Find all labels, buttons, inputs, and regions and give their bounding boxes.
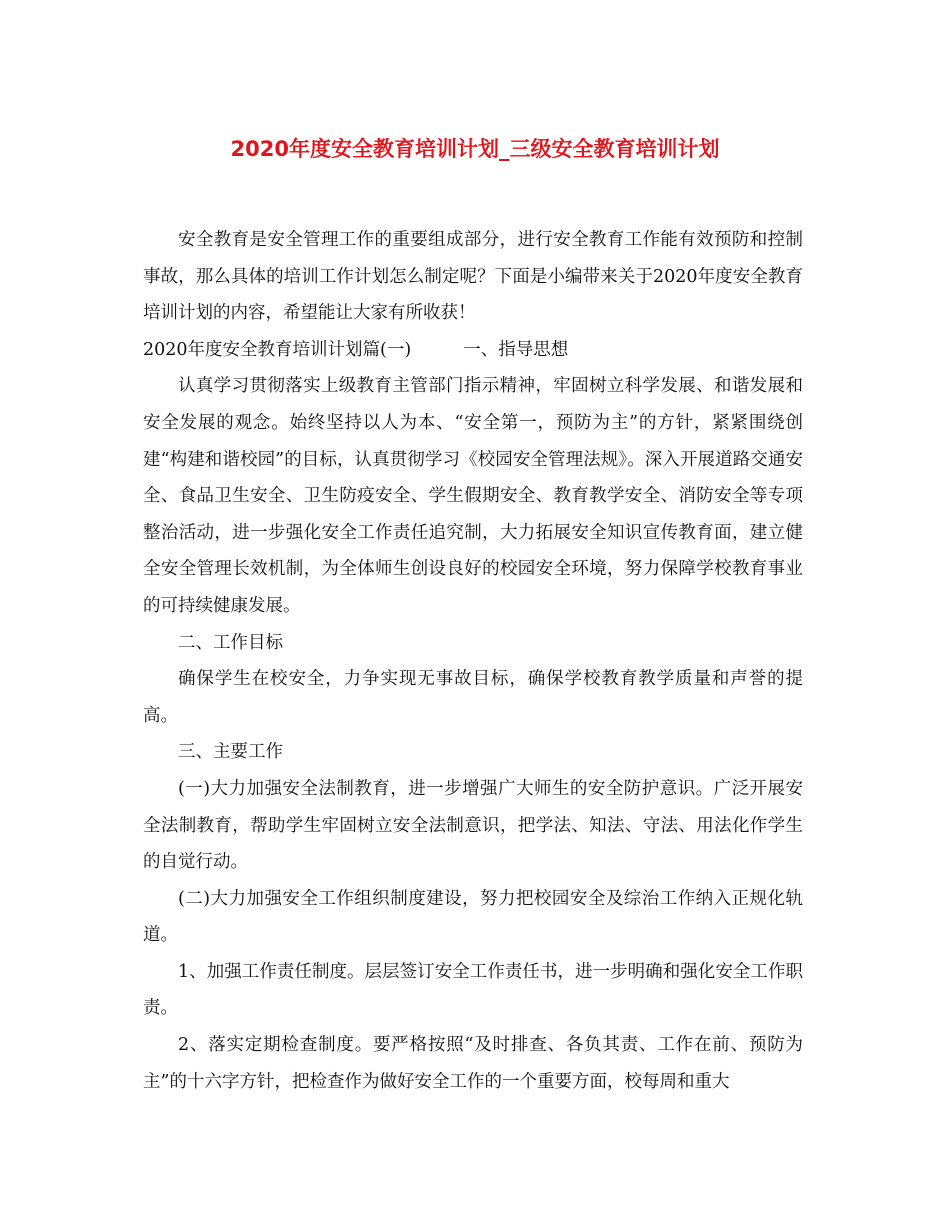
document-title: 2020年度安全教育培训计划_三级安全教育培训计划 — [230, 137, 720, 161]
paragraph-responsibility: 1、加强工作责任制度。层层签订安全工作责任书，进一步明确和强化安全工作职责。 — [143, 961, 803, 1019]
paragraph-work-goals: 确保学生在校安全，力争实现无事故目标，确保学校教育教学质量和声誉的提高。 — [143, 669, 803, 726]
paragraph-main-work-1: (一)大力加强安全法制教育，进一步增强广大师生的安全防护意识。广泛开展安全法制教育，帮助学生牢固树立安全法制意识，把学法、知法、守法、用法化作学生的自觉行动。 — [143, 778, 803, 873]
paragraph-guiding-ideology: 认真学习贯彻落实上级教育主管部门指示精神，牢固树立科学发展、和谐发展和安全发展的观念。始终坚持以人为本、“安全第一，预防为主”的方针，紧紧围绕创建“构建和谐校园”的目标，认真贯彻学习《校园安全管理法规》。深入开展道路交通安全、食品卫生安全、卫生防疫安全、学生假期安全、教育教学安全、消防安全等专项整治活动，进一步强化安全工作责任追究制，大力拓展安全知识宣传教育面，建立健全安全管理长效机制，为全体师生创设良好的校园安全环境，努力保障学校教育事业的可持续健康发展。 — [143, 376, 803, 616]
section-heading-line — [143, 332, 803, 369]
section-heading: 2020年度安全教育培训计划篇(一) — [143, 339, 412, 360]
document-body — [143, 222, 803, 1100]
heading-main-work: 三、主要工作 — [178, 742, 283, 763]
heading-guiding-ideology: 一、指导思想 — [463, 339, 569, 360]
paragraph-main-work-2: (二)大力加强安全工作组织制度建设，努力把校园安全及综治工作纳入正规化轨道。 — [143, 888, 803, 946]
heading-work-goals: 二、工作目标 — [178, 632, 283, 653]
paragraph-inspection: 2、落实定期检查制度。要严格按照“及时排查、各负其责、工作在前、预防为主”的十六字方针，把检查作为做好安全工作的一个重要方面，校每周和重大 — [143, 1035, 803, 1092]
intro-paragraph: 安全教育是安全管理工作的重要组成部分，进行安全教育工作能有效预防和控制事故，那么具体的培训工作计划怎么制定呢？下面是小编带来关于2020年度安全教育培训计划的内容，希望能让大家有所收获！ — [143, 230, 803, 324]
